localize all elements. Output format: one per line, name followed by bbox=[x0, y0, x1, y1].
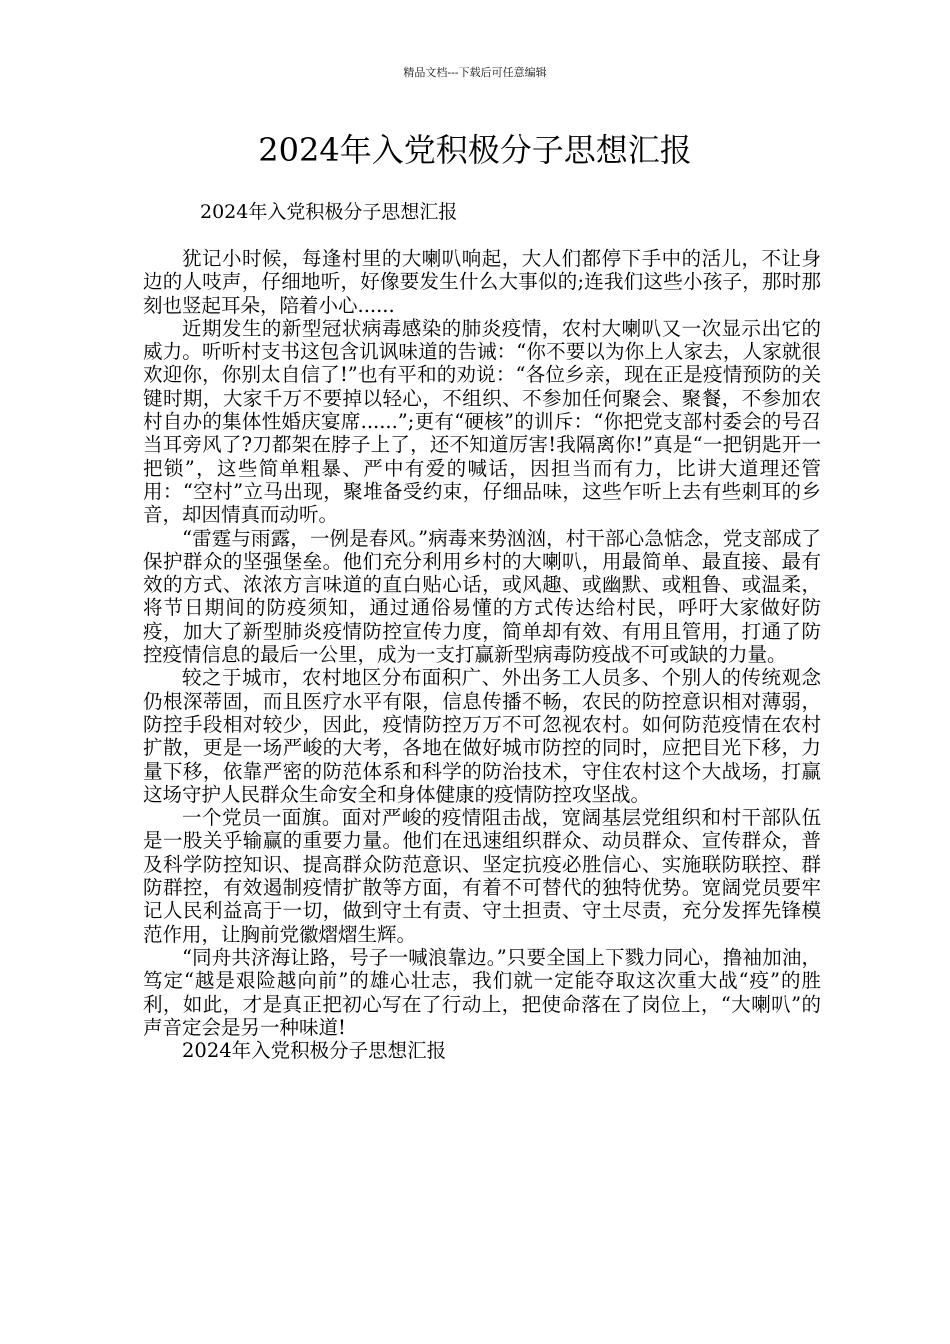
paragraph-2: 近期发生的新型冠状病毒感染的肺炎疫情，农村大喇叭又一次显示出它的威力。听听村支书这包含讥讽味道的告诫：“你不要以为你上人家去，人家就很欢迎你，你别太自信了!”也有平和的劝说：“各位乡亲，现在正是疫情预防的关键时期，大家千万不要掉以轻心，不组织、不参加任何聚会、聚餐，不参加农村自办的集体性婚庆宴席......”;更有“硬核”的训斥：“你把党支部村委会的号召当耳旁风了?刀都架在脖子上了，还不知道厉害!我隔离你!”真是“一把钥匙开一把锁”，这些简单粗暴、严中有爱的喊话，因担当而有力，比讲大道理还管用：“空村”立马出现，聚堆备受约束，仔细品味，这些乍听上去有些刺耳的乡音，却因情真而动听。 bbox=[143, 316, 821, 527]
document-subtitle: 2024年入党积极分子思想汇报 bbox=[200, 201, 458, 223]
paragraph-3: “雷霆与雨露，一例是春风。”病毒来势汹汹，村干部心急惦念，党支部成了保护群众的坚强堡垒。他们充分利用乡村的大喇叭，用最简单、最直接、最有效的方式、浓浓方言味道的直白贴心话，或风趣、或幽默、或粗鲁、或温柔，将节日期间的防疫须知，通过通俗易懂的方式传达给村民，呼吁大家做好防疫，加大了新型肺炎疫情防控宣传力度，简单却有效、有用且管用，打通了防控疫情信息的最后一公里，成为一支打赢新型病毒防疫战不可或缺的力量。 bbox=[143, 526, 821, 667]
header-note: 精品文档---下载后可任意编辑 bbox=[403, 66, 547, 79]
paragraph-5: 一个党员一面旗。面对严峻的疫情阻击战，宽阔基层党组织和村干部队伍是一股关乎输赢的重要力量。他们在迅速组织群众、动员群众、宣传群众，普及科学防控知识、提高群众防范意识、坚定抗疫必胜信心、实施联防联控、群防群控，有效遏制疫情扩散等方面，有着不可替代的独特优势。宽阔党员要牢记人民利益高于一切，做到守土有责、守土担责、守土尽责，充分发挥先锋模范作用，让胸前党徽熠熠生辉。 bbox=[143, 806, 821, 946]
paragraph-6: “同舟共济海让路，号子一喊浪靠边。”只要全国上下戮力同心，撸袖加油，笃定“越是艰险越向前”的雄心壮志，我们就一定能夺取这次重大战“疫”的胜利，如此，才是真正把初心写在了行动上，把使命落在了岗位上，“大喇叭”的声音定会是另一种味道! bbox=[143, 945, 821, 1039]
footer-line: 2024年入党积极分子思想汇报 bbox=[182, 1039, 447, 1063]
paragraph-4: 较之于城市，农村地区分布面积广、外出务工人员多、个别人的传统观念仍根深蒂固，而且医疗水平有限，信息传播不畅，农民的防控意识相对薄弱，防控手段相对较少，因此，疫情防控万万不可忽视农村。如何防范疫情在农村扩散，更是一场严峻的大考，各地在做好城市防控的同时，应把目光下移，力量下移，依靠严密的防范体系和科学的防治技术，守住农村这个大战场，打赢这场守护人民群众生命安全和身体健康的疫情防控攻坚战。 bbox=[143, 666, 821, 806]
paragraph-1: 犹记小时候，每逢村里的大喇叭响起，大人们都停下手中的活儿，不让身边的人吱声，仔细地听，好像要发生什么大事似的;连我们这些小孩子，那时那刻也竖起耳朵，陪着小心...... bbox=[143, 247, 821, 317]
document-body bbox=[143, 247, 821, 1062]
document-title: 2024年入党积极分子思想汇报 bbox=[258, 131, 692, 169]
